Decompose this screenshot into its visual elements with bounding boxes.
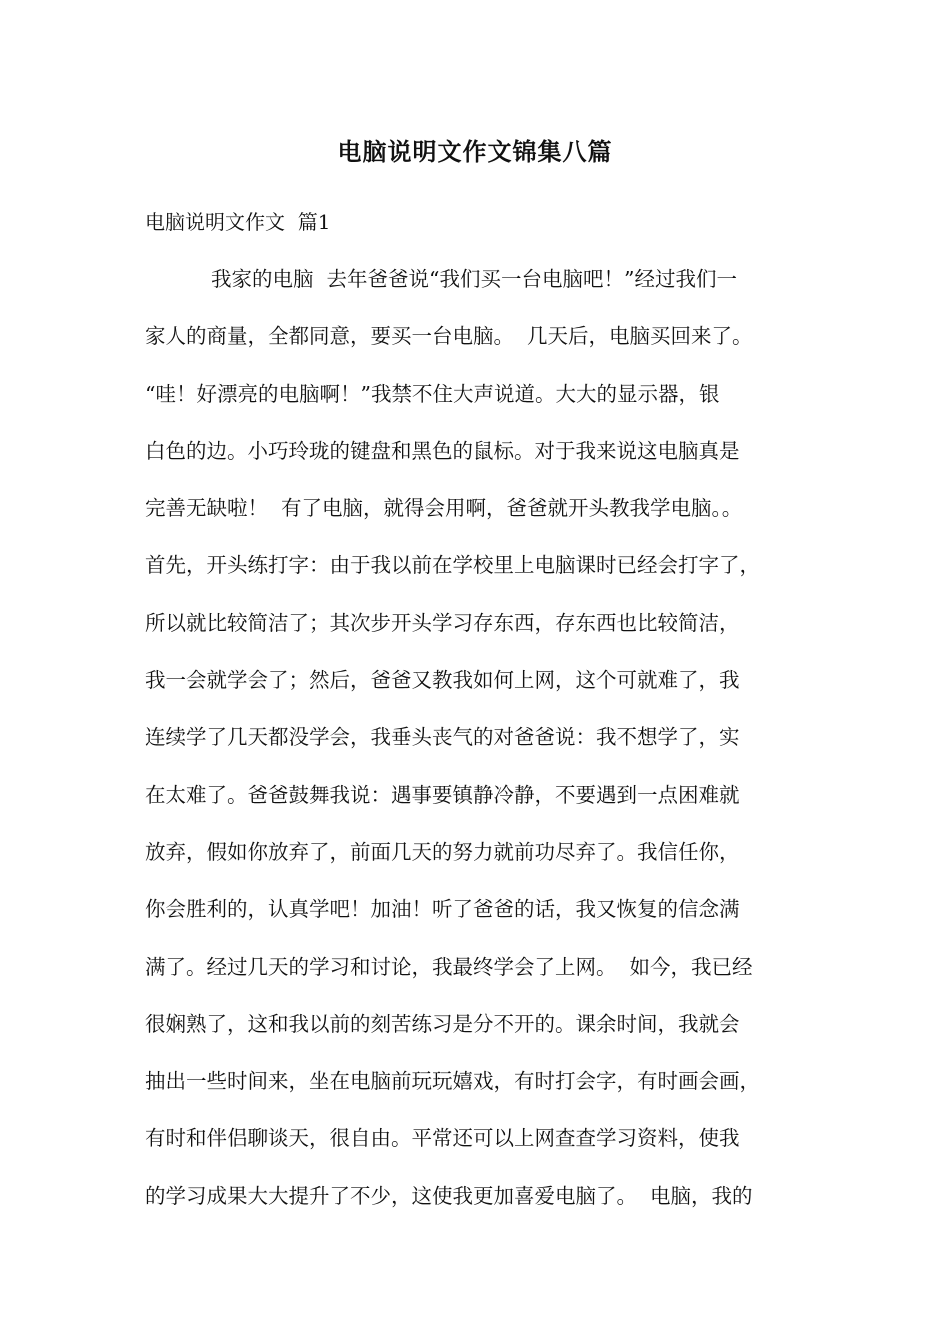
- text-line: 我家的电脑 去年爸爸说“我们买一台电脑吧！”经过我们一: [211, 267, 737, 291]
- text-line: 很娴熟了，这和我以前的刻苦练习是分不开的。课余时间，我就会: [145, 1011, 740, 1036]
- text-line: 抽出一些时间来，坐在电脑前玩玩嬉戏，有时打会字，有时画会画，: [145, 1069, 760, 1094]
- section-heading: 电脑说明文作文 篇1: [145, 210, 331, 234]
- text-line: 我一会就学会了；然后，爸爸又教我如何上网，这个可就难了，我: [145, 668, 740, 693]
- text-line: 有时和伴侣聊谈天，很自由。平常还可以上网查查学习资料，使我: [145, 1126, 740, 1151]
- text-line: 完善无缺啦！ 有了电脑，就得会用啊，爸爸就开头教我学电脑。。: [145, 496, 743, 521]
- text-line: 满了。经过几天的学习和讨论，我最终学会了上网。 如今，我已经: [145, 954, 753, 979]
- text-line: 家人的商量，全都同意，要买一台电脑。 几天后，电脑买回来了。: [145, 324, 753, 349]
- text-line: 的学习成果大大提升了不少，这使我更加喜爱电脑了。 电脑，我的: [145, 1183, 753, 1208]
- text-line: 白色的边。小巧玲珑的键盘和黑色的鼠标。对于我来说这电脑真是: [145, 438, 740, 463]
- text-line: “哇！好漂亮的电脑啊！”我禁不住大声说道。大大的显示器，银: [145, 381, 720, 406]
- text-line: 你会胜利的，认真学吧！加油！听了爸爸的话，我又恢复的信念满: [145, 897, 740, 922]
- text-line: 所以就比较简洁了；其次步开头学习存东西，存东西也比较简洁，: [145, 610, 740, 635]
- text-line: 在太难了。爸爸鼓舞我说：遇事要镇静冷静，不要遇到一点困难就: [145, 782, 740, 807]
- text-line: 放弃，假如你放弃了，前面几天的努力就前功尽弃了。我信任你，: [145, 839, 740, 864]
- text-line: 连续学了几天都没学会，我垂头丧气的对爸爸说：我不想学了，实: [145, 725, 740, 750]
- text-line: 首先，开头练打字：由于我以前在学校里上电脑课时已经会打字了，: [145, 553, 760, 578]
- document-title: 电脑说明文作文锦集八篇: [337, 137, 613, 166]
- body-text: [145, 263, 825, 1237]
